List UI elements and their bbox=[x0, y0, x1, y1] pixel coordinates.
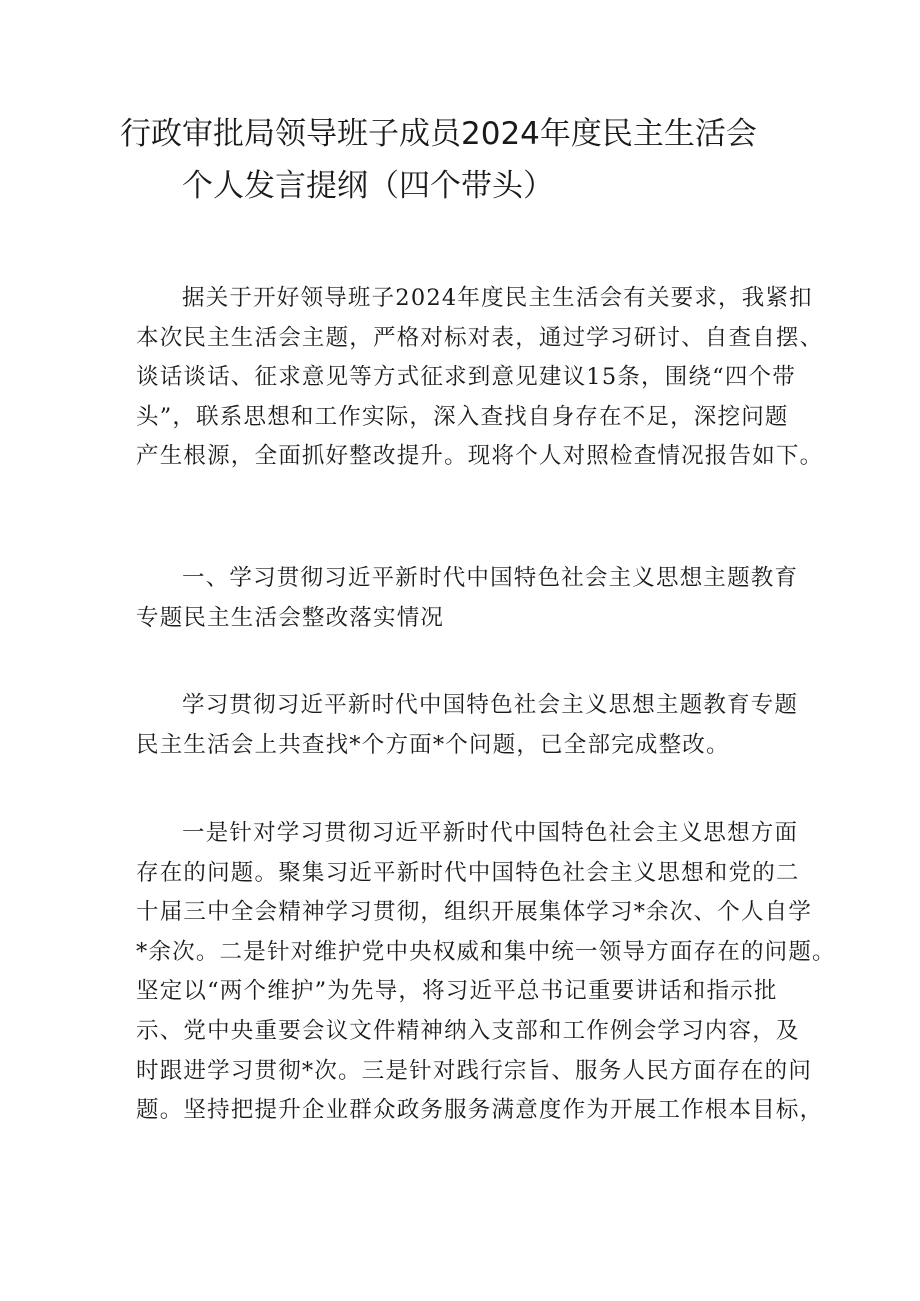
paragraph-line: 民主生活会上共查找*个方面*个问题，已全部完成整改。 bbox=[136, 731, 730, 758]
paragraph-line: 示、党中央重要会议文件精神纳入支部和工作例会学习内容，及 bbox=[136, 1017, 800, 1044]
paragraph-line: 谈话谈话、征求意见等方式征求到意见建议15条，围绕“四个带 bbox=[136, 364, 796, 391]
heading-line: 专题民主生活会整改落实情况 bbox=[136, 604, 445, 631]
section-heading-1 bbox=[136, 559, 799, 638]
paragraph-line: *余次。二是针对维护党中央权威和集中统一领导方面存在的问题。 bbox=[136, 938, 836, 965]
paragraph-line: 头”，联系思想和工作实际，深入查找自身存在不足，深挖问题 bbox=[136, 403, 789, 430]
paragraph-line: 本次民主生活会主题，严格对标对表，通过学习研讨、自查自摆、 bbox=[136, 324, 824, 351]
section-summary-paragraph bbox=[136, 686, 799, 765]
paragraph-line: 学习贯彻习近平新时代中国特色社会主义思想主题教育专题 bbox=[182, 692, 799, 718]
document-title bbox=[120, 108, 820, 212]
paragraph-line: 题。坚持把提升企业群众政务服务满意度作为开展工作根本目标， bbox=[136, 1097, 824, 1124]
paragraph-line: 一是针对学习贯彻习近平新时代中国特色社会主义思想方面 bbox=[182, 820, 799, 846]
title-line-2: 个人发言提纲（四个带头） bbox=[182, 168, 554, 204]
paragraph-line: 产生根源，全面抓好整改提升。现将个人对照检查情况报告如下。 bbox=[136, 443, 824, 470]
paragraph-line: 时跟进学习贯彻*次。三是针对践行宗旨、服务人民方面存在的问 bbox=[136, 1057, 813, 1084]
heading-line: 一、学习贯彻习近平新时代中国特色社会主义思想主题教育 bbox=[182, 565, 799, 591]
title-line-1: 行政审批局领导班子成员2024年度民主生活会 bbox=[120, 116, 757, 152]
paragraph-line: 十届三中全会精神学习贯彻，组织开展集体学习*余次、个人自学 bbox=[136, 899, 813, 926]
paragraph-line: 存在的问题。聚集习近平新时代中国特色社会主义思想和党的二 bbox=[136, 859, 800, 886]
paragraph-line: 坚定以“两个维护”为先导，将习近平总书记重要讲话和指示批 bbox=[136, 978, 778, 1005]
paragraph-line: 据关于开好领导班子2024年度民主生活会有关要求，我紧扣 bbox=[182, 285, 813, 311]
intro-paragraph bbox=[136, 279, 824, 477]
rectification-details-paragraph bbox=[136, 814, 836, 1131]
